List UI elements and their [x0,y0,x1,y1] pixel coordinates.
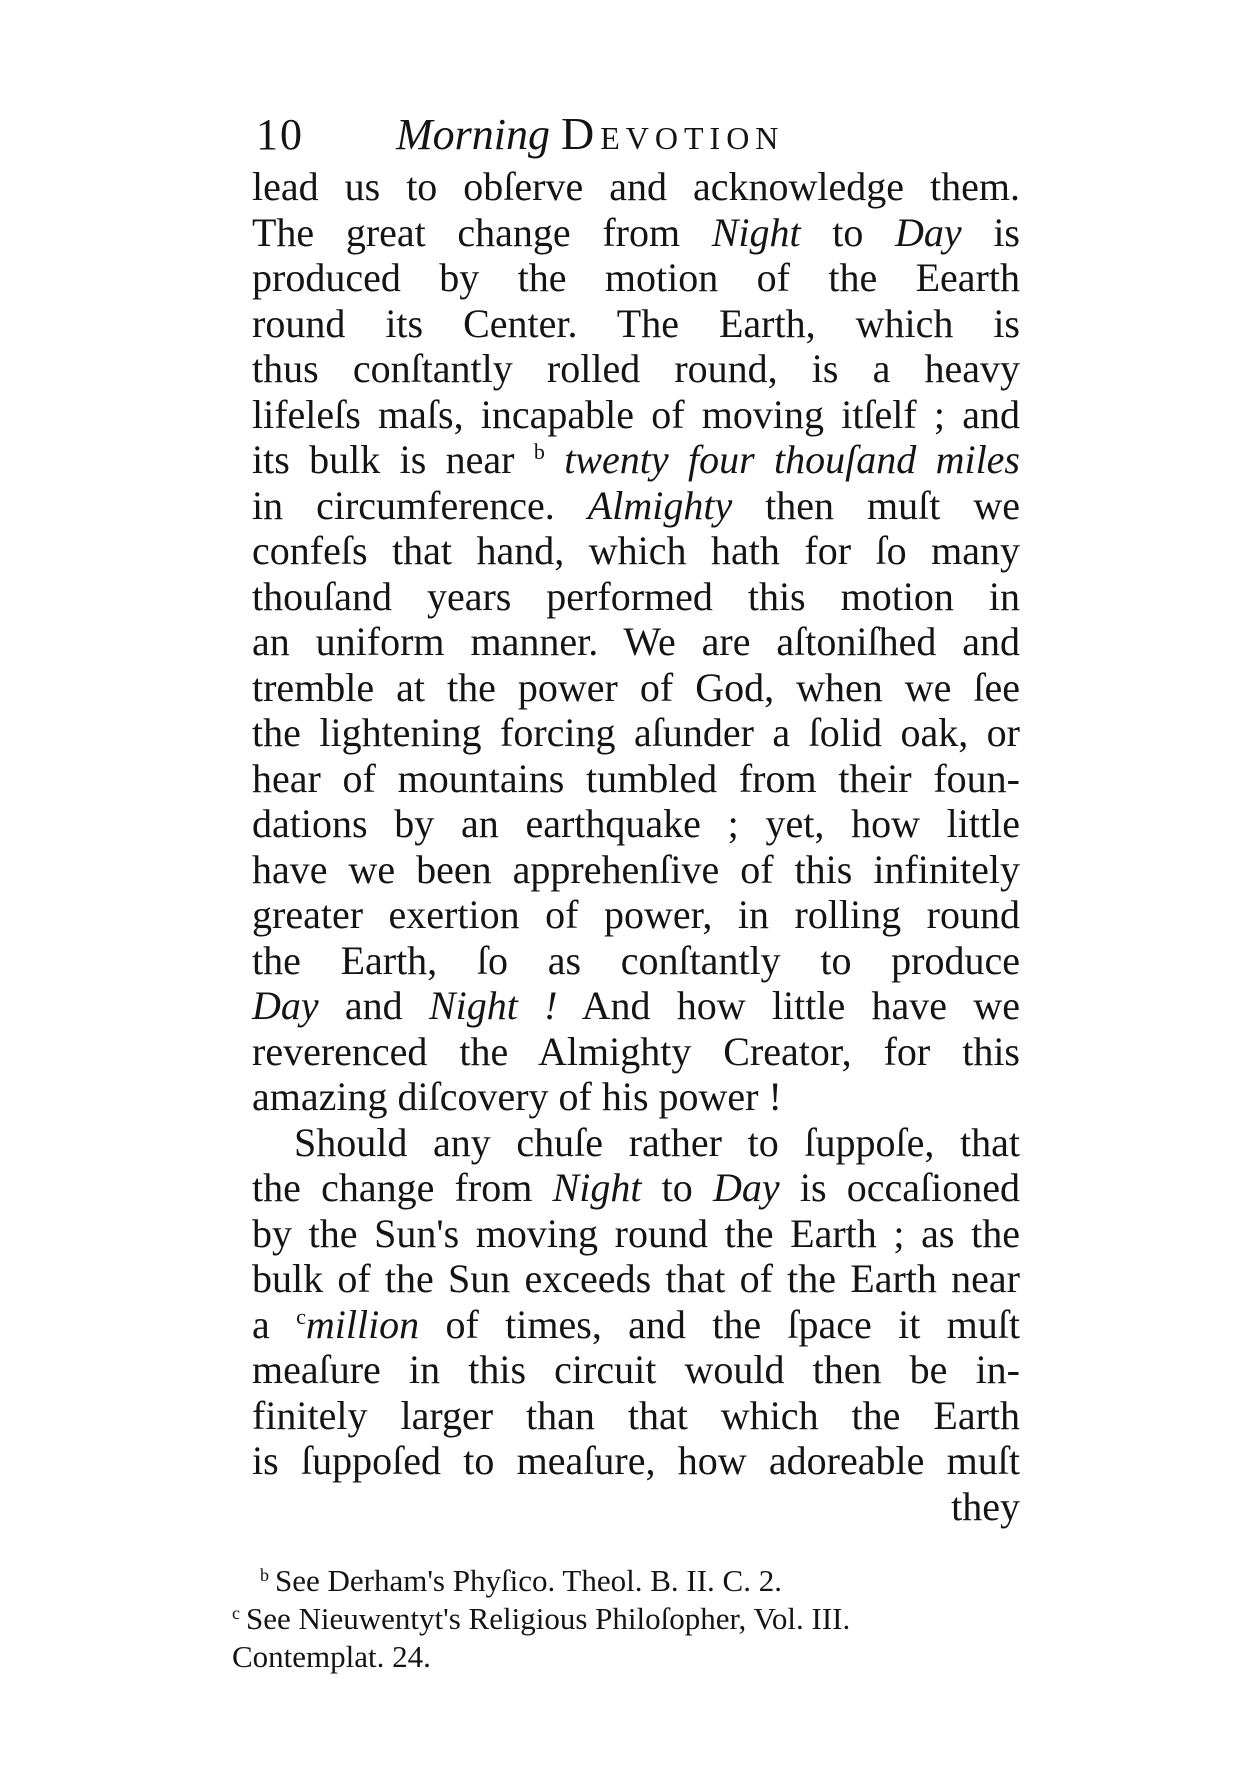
footnote [232,1638,972,1676]
italic-run: Almighty [587,482,733,528]
footnote [232,1562,972,1600]
text-line [252,210,1020,256]
page-number: 10 [256,110,304,159]
footnote-marker: c [296,1303,306,1329]
text-run: bulk of the Sun exceeds that of the Earth near [252,1256,1020,1301]
footnote-symbol: c [232,1603,240,1623]
text-run: in circumference. [252,482,588,528]
text-run: Should any chuſe rather to ſuppoſe, that [294,1119,1020,1165]
footnote-text: See Derham's Phyſico. Theol. B. II. C. 2. [275,1563,782,1598]
text-line [252,437,1020,483]
text-line [252,1302,1020,1348]
italic-run: Night [552,1165,642,1210]
text-line [252,1347,1020,1393]
body-text [252,164,1020,1529]
text-run: have we been apprehenſive of this infinitely [252,846,1020,892]
text-run: round its Center. The Earth, which is [252,300,1020,346]
text-run: thouſand years performed this motion in [252,573,1020,619]
text-run: the Earth, ſo as conſtantly to produce [252,937,1020,983]
text-run: amazing diſcovery of his power ! [252,1074,782,1119]
italic-run: Day [713,1165,780,1210]
text-run: the lightening forcing aſunder a ſolid oak, or [252,710,1020,755]
text-run: is occaſioned [779,1165,1020,1210]
text-line [252,1438,1020,1484]
text-line [252,1165,1020,1211]
running-head [256,104,1016,164]
text-line [252,255,1020,301]
text-run: dations by an earthquake ; yet, how little [252,801,1020,846]
italic-run: Night [711,209,801,255]
footnotes [232,1562,972,1676]
text-run: The great change from [252,209,712,255]
text-line [252,710,1020,756]
text-run: hear of mountains tumbled from their foun- [252,755,1020,801]
text-line [252,1029,1020,1075]
text-line [252,892,1020,938]
text-line [252,1074,1020,1120]
italic-run: Night ! [428,983,558,1028]
text-run: then muſt we [732,482,1020,528]
text-run: produced by the motion of the Eearth [252,255,1020,300]
text-run: is [961,209,1020,255]
text-run: confeſs that hand, which hath for ſo many [252,528,1020,573]
text-run: meaſure in this circuit would then be in- [252,1347,1020,1392]
italic-run: Day [895,209,962,255]
text-run: an uniform manner. We are aſtoniſhed and [252,619,1020,664]
text-line [252,1484,1020,1530]
text-line [252,574,1020,620]
running-head-caps: Devotion [561,108,785,159]
text-run: to [641,1165,713,1210]
text-run: they [951,1483,1020,1529]
italic-run: twenty four thouſand miles [564,437,1020,482]
text-run: lead us to obſerve and acknowledge them. [252,164,1020,209]
footnote [232,1600,972,1638]
text-line [252,1211,1020,1257]
text-run [545,437,564,482]
text-line [252,665,1020,711]
text-run: is ſuppoſed to meaſure, how adoreable muſt [252,1438,1020,1483]
footnote-symbol: b [260,1565,269,1585]
text-line [252,301,1020,347]
text-line [252,1256,1020,1302]
text-run: of times, and the ſpace it muſt [419,1301,1020,1347]
text-run: to [800,209,896,255]
text-line [252,756,1020,802]
italic-run: Day [252,983,319,1028]
footnote-marker: b [533,439,545,464]
text-run: and [318,983,429,1028]
text-run: reverenced the Almighty Creator, for this [252,1028,1020,1074]
italic-run: million [305,1301,420,1347]
text-line [252,392,1020,438]
footnote-text: See Nieuwentyt's Religious Philoſopher, Vol. III. [246,1601,851,1636]
text-run: lifeleſs maſs, incapable of moving itſelf ; and [252,391,1020,437]
text-line [252,983,1020,1029]
text-line [252,346,1020,392]
text-run: greater exertion of power, in rolling round [252,892,1020,937]
text-line [252,847,1020,893]
text-run: the change from [252,1165,553,1210]
text-line [252,1120,1020,1166]
text-line [252,483,1020,529]
text-run: thus conſtantly rolled round, is a heavy [252,346,1020,391]
text-line [252,619,1020,665]
text-run: tremble at the power of God, when we ſee [252,664,1020,710]
text-line [252,938,1020,984]
text-line [252,1393,1020,1439]
text-run: And how little have we [557,983,1020,1028]
footnote-text: Contemplat. 24. [232,1639,431,1674]
text-line [252,528,1020,574]
text-run: by the Sun's moving round the Earth ; as the [252,1210,1020,1256]
text-run: its bulk is near [252,437,534,482]
text-run: a [252,1301,297,1347]
text-line [252,164,1020,210]
text-line [252,801,1020,847]
running-head-italic: Morning [396,110,550,159]
text-run: finitely larger than that which the Earth [252,1392,1020,1438]
